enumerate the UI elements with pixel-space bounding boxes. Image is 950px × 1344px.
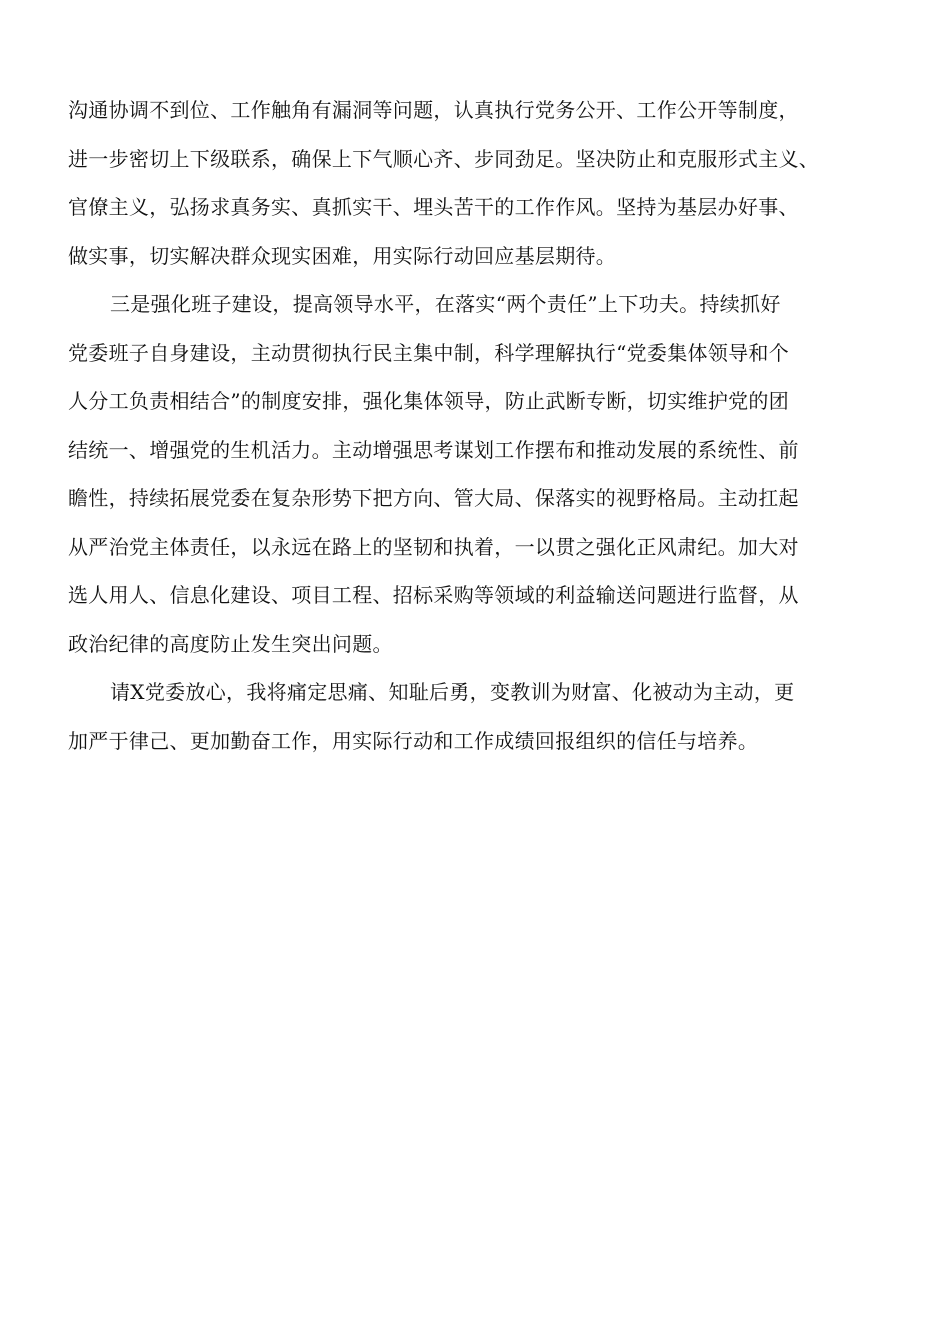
text-line: 政治纪律的高度防止发生突出问题。 bbox=[68, 631, 393, 656]
text-line: 选人用人、信息化建设、项目工程、招标采购等领域的利益输送问题进行监督，从 bbox=[68, 583, 799, 607]
text-line: 人分工负责相结合”的制度安排，强化集体领导，防止武断专断，切实维护党的团 bbox=[68, 389, 790, 413]
text-line: 加严于律己、更加勤奋工作，用实际行动和工作成绩回报组织的信任与培养。 bbox=[68, 728, 759, 753]
text-line: 结统一、增强党的生机活力。主动增强思考谋划工作摆布和推动发展的系统性、前 bbox=[68, 437, 799, 462]
text-line: 瞻性，持续拓展党委在复杂形势下把方向、管大局、保落实的视野格局。主动扛起 bbox=[68, 486, 799, 510]
text-line: 做实事，切实解决群众现实困难，用实际行动回应基层期待。 bbox=[68, 243, 617, 268]
text-line: 请X党委放心，我将痛定思痛、知耻后勇，变教训为财富、化被动为主动，更 bbox=[110, 680, 795, 704]
text-line: 从严治党主体责任，以永远在路上的坚韧和执着，一以贯之强化正风肃纪。加大对 bbox=[68, 534, 799, 559]
text-line: 进一步密切上下级联系，确保上下气顺心齐、步同劲足。坚决防止和克服形式主义、 bbox=[68, 146, 820, 171]
text-line: 三是强化班子建设，提高领导水平，在落实“两个责任”上下功夫。持续抓好 bbox=[110, 292, 781, 316]
paragraph-closing-pledge bbox=[68, 668, 890, 765]
paragraph-team-building bbox=[68, 280, 890, 668]
text-line: 党委班子自身建设，主动贯彻执行民主集中制，科学理解执行“党委集体领导和个 bbox=[68, 340, 790, 365]
paragraph-continuation bbox=[68, 86, 890, 280]
text-line: 官僚主义，弘扬求真务实、真抓实干、埋头苦干的工作作风。坚持为基层办好事、 bbox=[68, 195, 799, 219]
document-body bbox=[68, 86, 890, 765]
text-line: 沟通协调不到位、工作触角有漏洞等问题，认真执行党务公开、工作公开等制度， bbox=[68, 98, 799, 122]
